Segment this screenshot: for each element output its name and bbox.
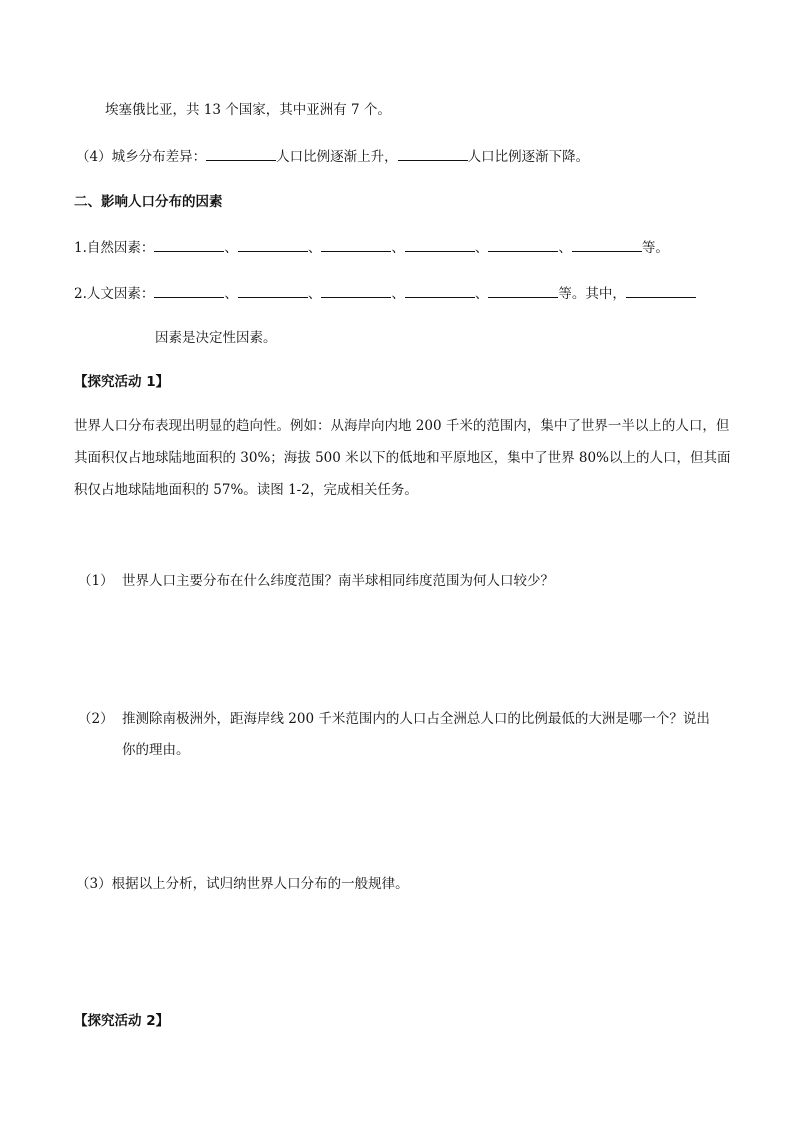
question-2-text-line2: 你的理由。 (122, 742, 190, 758)
separator: 、 (224, 240, 238, 256)
fill-blank[interactable] (154, 237, 224, 252)
separator: 、 (391, 240, 405, 256)
separator: 、 (474, 240, 489, 256)
separator: 、 (307, 240, 322, 256)
question-3-text: （3）根据以上分析，试归纳世界人口分布的一般规律。 (76, 876, 409, 892)
question-1-number: （1） (78, 573, 114, 589)
fill-blank[interactable] (238, 237, 308, 252)
human-factors-line (74, 283, 696, 304)
urban-rural-prefix: （4）城乡分布差异： (76, 149, 207, 165)
human-prefix: 2.人文因素： (74, 286, 155, 302)
fill-blank[interactable] (238, 283, 308, 298)
section2-heading (74, 192, 223, 212)
fill-blank[interactable] (154, 283, 224, 298)
activity2-heading (74, 1011, 169, 1031)
activity2-heading-text: 【探究活动 2】 (74, 1013, 170, 1029)
activity1-heading-text: 【探究活动 1】 (74, 374, 170, 390)
activity1-paragraph-text: 世界人口分布表现出明显的趋向性。例如：从海岸向内地 200 千米的范围内，集中了世界一半以上的人口，但其面积仅占地球陆地面积的 30%；海拔 500 米以下的低地和平原地区，集中了世界 80%以上的人口，但其面积仅占地球陆地面积的 57%。读图 1-2，完成相关任务。 (74, 418, 731, 498)
section2-heading-text: 二、影响人口分布的因素 (74, 194, 223, 210)
question-1-text: 世界人口主要分布在什么纬度范围？南半球相同纬度范围为何人口较少？ (122, 573, 554, 589)
separator: 、 (474, 286, 489, 302)
fill-blank[interactable] (398, 146, 468, 161)
human-suffix: 等。其中， (558, 286, 626, 302)
fill-blank[interactable] (206, 146, 276, 161)
fill-blank[interactable] (488, 283, 558, 298)
fill-blank[interactable] (405, 283, 475, 298)
separator: 、 (391, 286, 405, 302)
urban-rural-line (76, 146, 589, 167)
fill-blank[interactable] (488, 237, 558, 252)
fill-blank[interactable] (321, 237, 391, 252)
fill-blank[interactable] (572, 237, 642, 252)
natural-factors-line (74, 237, 669, 258)
natural-suffix: 等。 (641, 240, 669, 256)
separator: 、 (224, 286, 238, 302)
separator: 、 (307, 286, 322, 302)
separator: 、 (558, 240, 572, 256)
activity1-paragraph (74, 410, 734, 506)
human-continuation: 因素是决定性因素。 (155, 330, 277, 346)
question-2-continuation (122, 740, 190, 760)
question-2 (78, 709, 710, 729)
urban-rural-mid: 人口比例逐渐上升， (276, 149, 398, 165)
activity1-heading (74, 372, 169, 392)
fill-blank[interactable] (321, 283, 391, 298)
question-1 (78, 571, 554, 591)
question-3 (76, 874, 409, 894)
top-line-text: 埃塞俄比亚，共 13 个国家，其中亚洲有 7 个。 (105, 102, 391, 118)
question-2-text-line1: 推测除南极洲外，距海岸线 200 千米范围内的人口占全洲总人口的比例最低的大洲是哪一个？说出 (122, 711, 710, 727)
fill-blank[interactable] (405, 237, 475, 252)
fill-blank[interactable] (626, 283, 696, 298)
top-line (105, 100, 391, 120)
natural-prefix: 1.自然因素： (74, 240, 155, 256)
urban-rural-end: 人口比例逐渐下降。 (467, 149, 590, 165)
human-continuation-line (155, 328, 277, 348)
question-2-number: （2） (78, 711, 114, 727)
